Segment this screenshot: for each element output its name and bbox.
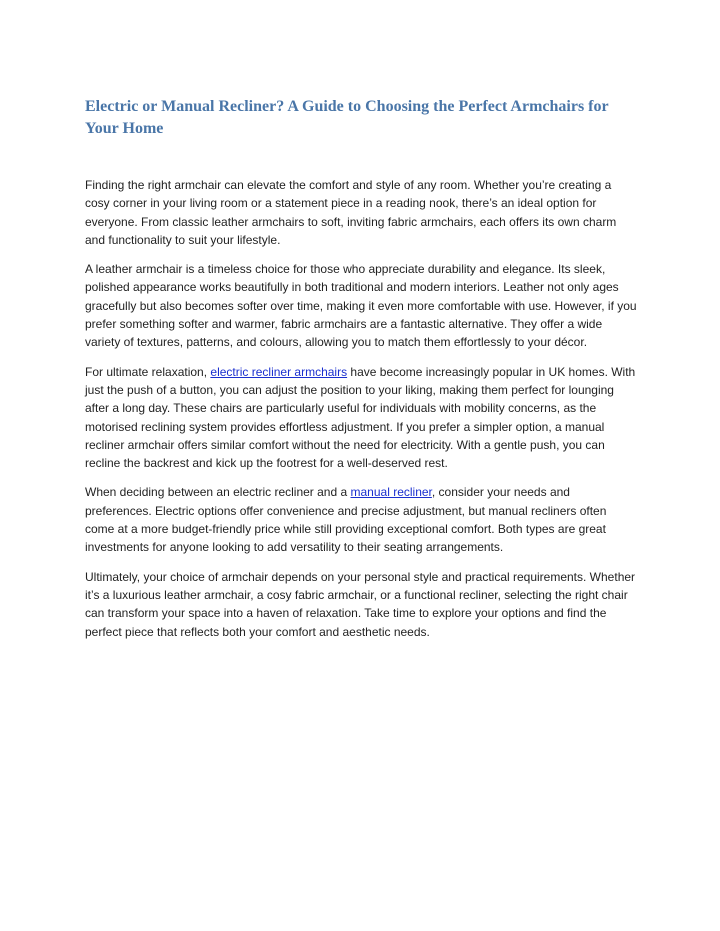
paragraph-text: have become increasingly popular in UK homes. With just the push of a button, you can adjust the position to your liking, making them perfect for lounging after a long day. These chairs are particularly useful for individuals with mobility concerns, as the motorised reclining system provides effortless adjustment. If you prefer a simpler option, a manual recliner armchair offers similar comfort without the need for electricity. With a gentle push, you can recline the backrest and kick up the footrest for a well-deserved rest.: [85, 364, 636, 471]
document-title: Electric or Manual Recliner? A Guide to Choosing the Perfect Armchairs for Your Home: [85, 98, 609, 137]
paragraph-text: When deciding between an electric recliner and a: [85, 485, 351, 500]
paragraph-text: For ultimate relaxation,: [85, 364, 211, 379]
document-body: [85, 96, 637, 652]
electric-recliner-armchairs-link[interactable]: electric recliner armchairs: [210, 364, 348, 379]
paragraph-intro: Finding the right armchair can elevate the comfort and style of any room. Whether you’re creating a cosy corner in your living room or a statement piece in a reading nook, there’s an ideal option for everyone. From classic leather armchairs to soft, inviting fabric armchairs, each offers its own charm and functionality to suit your lifestyle.: [85, 178, 617, 247]
paragraph-electric: [85, 363, 637, 473]
paragraph-text: , consider your needs and preferences. Electric options offer convenience and precise adjustment, but manual recliners often come at a more budget-friendly price while still providing exceptional comfort. Both types are great investments for anyone looking to add versatility to their seating arrangements.: [85, 485, 607, 555]
manual-recliner-link[interactable]: manual recliner: [350, 485, 432, 500]
paragraph-deciding: [85, 483, 637, 556]
paragraph-leather: A leather armchair is a timeless choice for those who appreciate durability and elegance. Its sleek, polished appearance works beautifully in both traditional and modern interiors. Leather not only ages gracefully but also becomes softer over time, making it even more comfortable with use. However, if you prefer something softer and warmer, fabric armchairs are a fantastic alternative. They offer a wide variety of textures, patterns, and colours, allowing you to match them effortlessly to your décor.: [85, 262, 637, 350]
paragraph-conclusion: Ultimately, your choice of armchair depends on your personal style and practical requirements. Whether it’s a luxurious leather armchair, a cosy fabric armchair, or a functional recliner, selecting the right chair can transform your space into a haven of relaxation. Take time to explore your options and find the perfect piece that reflects both your comfort and aesthetic needs.: [85, 569, 636, 639]
